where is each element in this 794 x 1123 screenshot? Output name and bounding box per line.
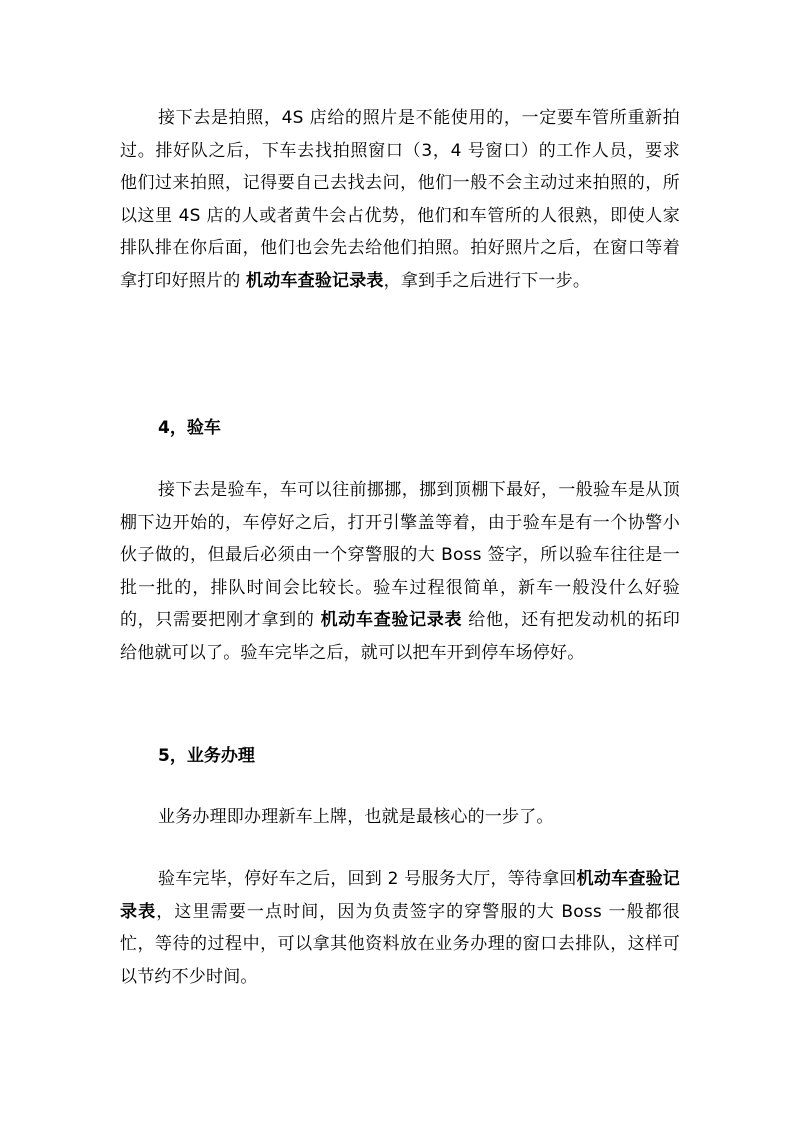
heading-business: 5，业务办理 <box>158 746 255 766</box>
paragraph-business-bold-term: 机动车查验记录表 <box>120 869 681 922</box>
paragraph-inspection-text-2: 给他，还有把发动机的拓印给他就可以了。验车完毕之后，就可以把车开到停车场停好。 <box>120 610 680 663</box>
paragraph-inspection-bold-term: 机动车查验记录表 <box>320 610 463 631</box>
paragraph-photo <box>120 102 680 298</box>
paragraph-business-text-2: ，这里需要一点时间，因为负责签字的穿警服的大 Boss 一般都很忙，等待的过程中，可以拿其他资料放在业务办理的窗口去排队，这样可以节约不少时间。 <box>120 901 681 987</box>
paragraph-business <box>120 863 680 993</box>
paragraph-inspection-text-1: 接下去是验车，车可以往前挪挪，挪到顶棚下最好，一般验车是从顶棚下边开始的，车停好之后，打开引擎盖等着，由于验车是有一个协警小伙子做的，但最后必须由一个穿警服的大 Boss 签字，所以验车往往是一批一批的，排队时间会比较长。验车过程很简单，新车一般没什么好验的，只需要把刚才拿到的 <box>120 480 680 631</box>
paragraph-business-text-1: 验车完毕，停好车之后，回到 2 号服务大厅，等待拿回 <box>158 869 577 889</box>
paragraph-photo-bold-term: 机动车查验记录表 <box>246 270 384 291</box>
paragraph-business-intro: 业务办理即办理新车上牌，也就是最核心的一步了。 <box>158 807 554 827</box>
heading-inspection: 4，验车 <box>158 418 221 438</box>
paragraph-photo-text-1: 接下去是拍照，4S 店给的照片是不能使用的，一定要车管所重新拍过。排好队之后，下车去找拍照窗口（3，4 号窗口）的工作人员，要求他们过来拍照，记得要自己去找去问，他们一般不会主动过来拍照的，所以这里 4S 店的人或者黄牛会占优势，他们和车管所的人很熟，即使人家排队排在你后面，他们也会先去给他们拍照。拍好照片之后，在窗口等着拿打印好照片的 <box>120 108 680 291</box>
paragraph-photo-text-2: ，拿到手之后进行下一步。 <box>383 270 591 291</box>
paragraph-inspection <box>120 474 680 670</box>
